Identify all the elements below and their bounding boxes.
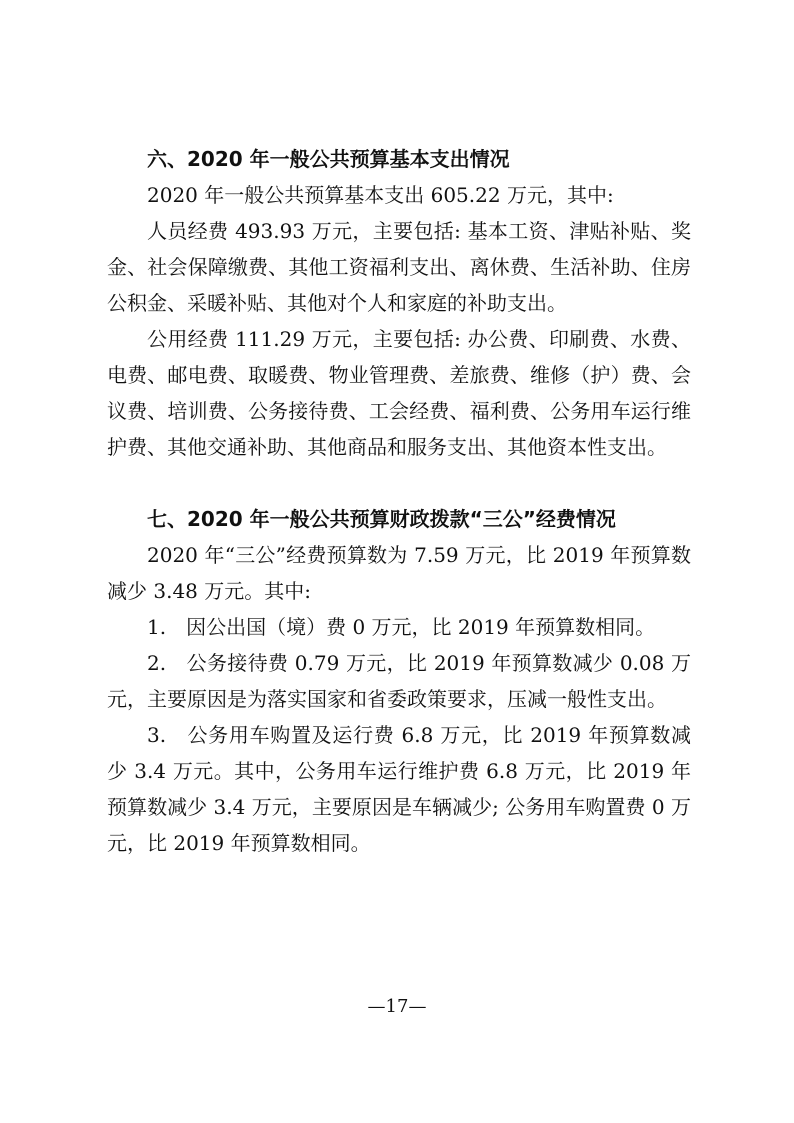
section-6-paragraph-3: 公用经费 111.29 万元，主要包括: 办公费、印刷费、水费、电费、邮电费、取暖费、物业管理费、差旅费、维修（护）费、会议费、培训费、公务接待费、工会经费、福利费、公务用车运行维护费、其他交通补助、其他商品和服务支出、其他资本性支出。: [107, 327, 691, 459]
section-7-item-1: 1. 因公出国（境）费 0 万元，比 2019 年预算数相同。: [147, 615, 656, 639]
section-7-item-3: 3. 公务用车购置及运行费 6.8 万元，比 2019 年预算数减少 3.4 万元。其中，公务用车运行维护费 6.8 万元，比 2019 年预算数减少 3.4 万元，主要原因是车辆减少; 公务用车购置费 0 万元，比 2019 年预算数相同。: [107, 723, 691, 855]
section-6-heading: 六、2020 年一般公共预算基本支出情况: [147, 147, 510, 171]
section-7-item-2: 2. 公务接待费 0.79 万元，比 2019 年预算数减少 0.08 万元，主要原因是为落实国家和省委政策要求，压减一般性支出。: [107, 651, 691, 711]
section-7-paragraph-1: 2020 年“三公”经费预算数为 7.59 万元，比 2019 年预算数减少 3.48 万元。其中:: [107, 543, 691, 603]
section-7-heading: 七、2020 年一般公共预算财政拨款“三公”经费情况: [147, 507, 616, 531]
section-6-paragraph-1: 2020 年一般公共预算基本支出 605.22 万元，其中:: [147, 183, 614, 207]
page-number: —17—: [367, 996, 427, 1017]
document-page: [107, 141, 691, 861]
section-spacer: [107, 465, 691, 501]
section-6-paragraph-2: 人员经费 493.93 万元，主要包括: 基本工资、津贴补贴、奖金、社会保障缴费、其他工资福利支出、离休费、生活补助、住房公积金、采暖补贴、其他对个人和家庭的补助支出。: [107, 219, 691, 315]
